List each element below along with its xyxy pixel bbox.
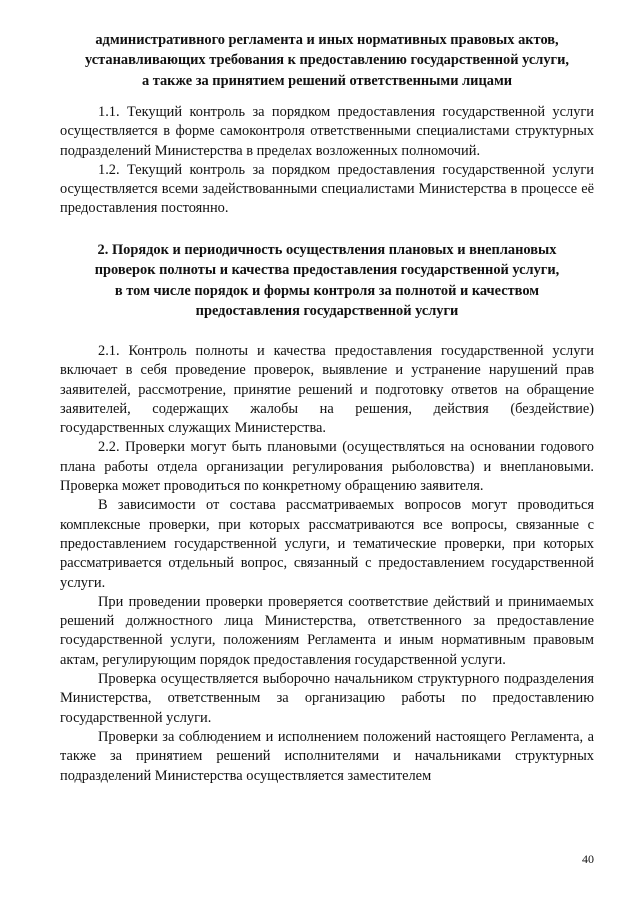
section-2-body	[60, 342, 594, 786]
paragraph: 1.2. Текущий контроль за порядком предоставления государственной услуги осуществляется всеми задействованными специалистами Министерства в процессе её предоставления постоянно.	[60, 161, 594, 217]
paragraph: Проверка осуществляется выборочно начальником структурного подразделения Министерства, ответственным за организацию работы по предоставлению государственной услуги.	[60, 671, 594, 726]
paragraph: В зависимости от состава рассматриваемых вопросов могут проводиться комплексные проверки, при которых рассматриваются все вопросы, связанные с предоставлением государственной услуги, и тематические проверки, при которых рассматривается отдельный вопрос, связанный с предоставлением государственной услуги.	[60, 497, 594, 591]
paragraph: 2.1. Контроль полноты и качества предоставления государственной услуги включает в себя проведение проверок, выявление и устранение нарушений прав заявителей, рассмотрение, принятие решений и подготовку ответов на обращение заявителей, содержащих жалобы на решения, действия (бездействие) государственных служащих Министерства.	[60, 343, 594, 437]
page-number: 40	[582, 852, 594, 866]
heading-line: предоставления государственной услуги	[195, 303, 459, 320]
heading-line: 2. Порядок и периодичность осуществления плановых и внеплановых	[97, 242, 557, 258]
paragraph: При проведении проверки проверяется соответствие действий и принимаемых решений должностного лица Министерства, ответственного за предоставление государственной услуги, положениям Регламента и иным нормативным правовым актам, регулирующим порядок предоставления государственной услуги.	[60, 593, 594, 668]
heading-line: административного регламента и иных нормативных правовых актов,	[95, 32, 559, 48]
heading-line: а также за принятием решений ответственными лицами	[141, 72, 513, 89]
heading-line: в том числе порядок и формы контроля за полнотой и качеством	[114, 282, 540, 299]
heading-line: проверок полноты и качества предоставления государственной услуги,	[94, 262, 560, 279]
heading-line: устанавливающих требования к предоставлению государственной услуги,	[85, 52, 569, 69]
paragraph: 1.1. Текущий контроль за порядком предоставления государственной услуги осуществляется в форме самоконтроля ответственными специалистами структурных подразделений Министерства в пределах возложенных полномочий.	[60, 104, 594, 159]
section-heading-1	[60, 30, 594, 91]
section-1-body	[60, 103, 594, 219]
paragraph: Проверки за соблюдением и исполнением положений настоящего Регламента, а также за принятием решений исполнителями и начальниками структурных подразделений Министерства осуществляется заместителем	[60, 728, 594, 784]
paragraph: 2.2. Проверки могут быть плановыми (осуществляться на основании годового плана работы отдела организации регулирования рыболовства) и внеплановыми. Проверка может проводиться по конкретному обращению заявителя.	[60, 439, 594, 495]
section-heading-2	[60, 240, 594, 322]
